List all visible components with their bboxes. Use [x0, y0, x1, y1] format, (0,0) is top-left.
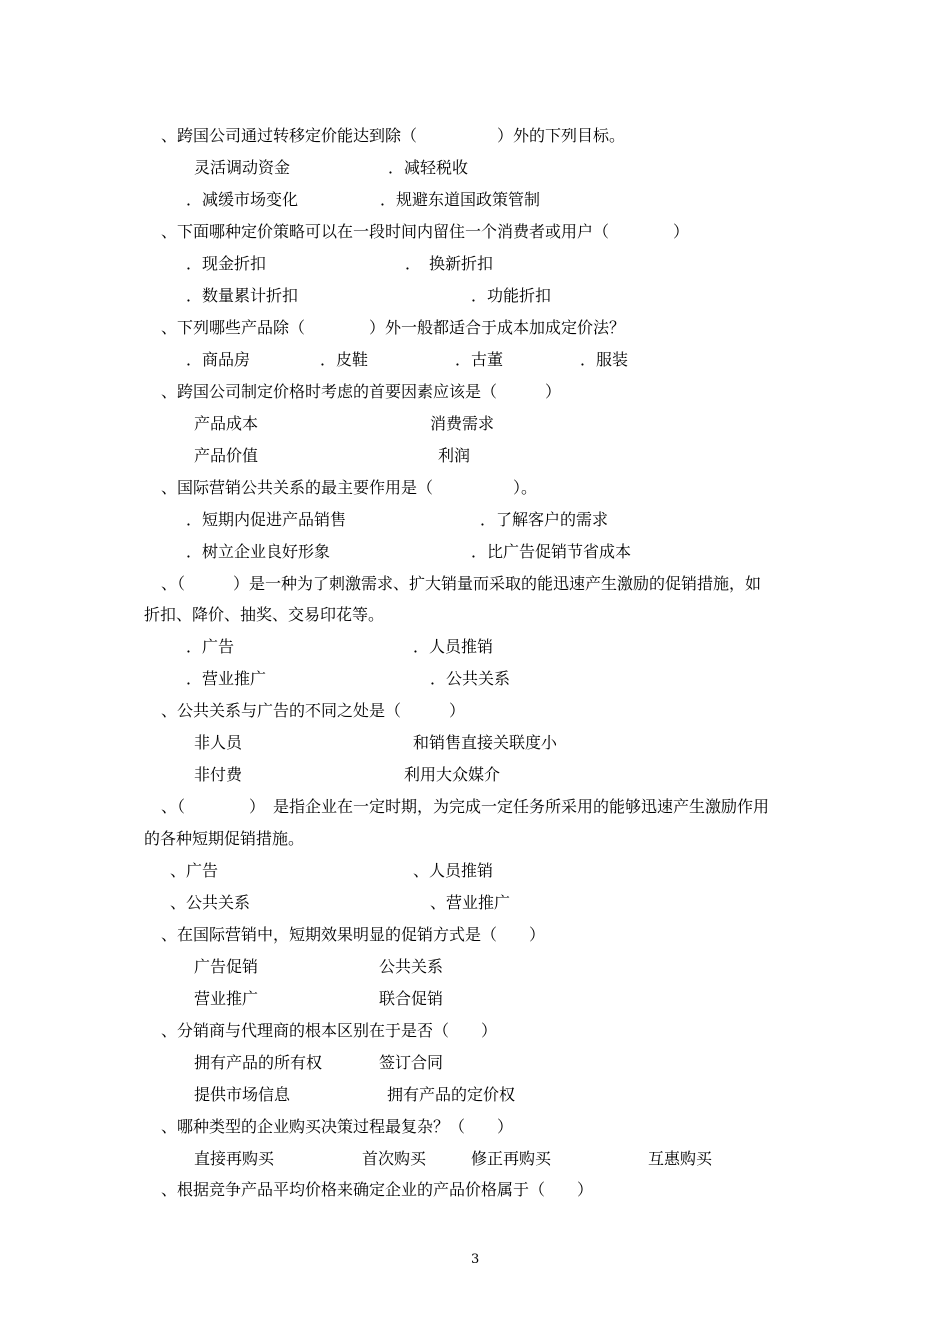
- option-d: 、营业推广: [430, 893, 511, 912]
- option-d: ．服装: [580, 350, 629, 369]
- option-d: ．功能折扣: [471, 286, 552, 305]
- question-stem: 、跨国公司制定价格时考虑的首要因素应该是（ ）: [161, 382, 562, 401]
- question-stem: 、下面哪种定价策略可以在一段时间内留住一个消费者或用户（ ）: [161, 222, 690, 241]
- option-a: 产品成本: [194, 414, 259, 433]
- question-stem-line1: 、（ ）是一种为了刺激需求、扩大销量而采取的能迅速产生激励的促销措施，如: [161, 574, 762, 593]
- option-a: 非人员: [194, 733, 243, 752]
- option-c: 、公共关系: [170, 893, 251, 912]
- option-c: 产品价值: [194, 446, 259, 465]
- option-d: 联合促销: [379, 989, 444, 1008]
- option-c: ．数量累计折扣: [186, 286, 299, 305]
- option-c: 提供市场信息: [194, 1085, 291, 1104]
- option-a: 直接再购买: [194, 1149, 275, 1168]
- page-number: 3: [471, 1252, 480, 1267]
- option-a: ．现金折扣: [186, 254, 267, 273]
- question-stem: 、根据竞争产品平均价格来确定企业的产品价格属于（ ）: [161, 1180, 594, 1199]
- option-c: ．树立企业良好形象: [186, 542, 331, 561]
- option-b: 消费需求: [430, 414, 495, 433]
- option-a: 、广告: [170, 861, 219, 880]
- option-a: 拥有产品的所有权: [194, 1053, 323, 1072]
- option-d: 利润: [438, 446, 471, 465]
- question-stem: 、分销商与代理商的根本区别在于是否（ ）: [161, 1021, 498, 1040]
- question-stem: 、哪种类型的企业购买决策过程最复杂？（ ）: [161, 1117, 514, 1136]
- option-b: ．皮鞋: [320, 350, 369, 369]
- option-a: ．短期内促进产品销售: [186, 510, 347, 529]
- question-stem-line2: 折扣、降价、抽奖、交易印花等。: [144, 605, 385, 624]
- question-stem-line1: 、（ ） 是指企业在一定时期，为完成一定任务所采用的能够迅速产生激励作用: [161, 797, 770, 816]
- option-a: ．商品房: [186, 350, 251, 369]
- option-b: 、人员推销: [413, 861, 494, 880]
- option-d: 互惠购买: [648, 1149, 713, 1168]
- option-d: 利用大众媒介: [404, 765, 501, 784]
- option-c: ．古董: [455, 350, 504, 369]
- option-a: 广告促销: [194, 957, 259, 976]
- option-d: ．比广告促销节省成本: [471, 542, 632, 561]
- option-a: 灵活调动资金: [194, 158, 291, 177]
- option-d: ．规避东道国政策管制: [380, 190, 541, 209]
- option-b: 公共关系: [379, 957, 444, 976]
- option-b: ． 换新折扣: [405, 254, 494, 273]
- option-c: 修正再购买: [471, 1149, 552, 1168]
- option-b: 签订合同: [379, 1053, 444, 1072]
- option-d: ．公共关系: [430, 669, 511, 688]
- question-stem: 、跨国公司通过转移定价能达到除（ ）外的下列目标。: [161, 126, 626, 145]
- option-b: ．了解客户的需求: [480, 510, 609, 529]
- option-d: 拥有产品的定价权: [387, 1085, 516, 1104]
- option-a: ．广告: [186, 637, 235, 656]
- option-b: ．减轻税收: [388, 158, 469, 177]
- option-b: 和销售直接关联度小: [413, 733, 558, 752]
- option-c: 营业推广: [194, 989, 259, 1008]
- option-c: 非付费: [194, 765, 243, 784]
- option-b: 首次购买: [362, 1149, 427, 1168]
- question-stem: 、公共关系与广告的不同之处是（ ）: [161, 701, 466, 720]
- option-c: ．营业推广: [186, 669, 267, 688]
- question-stem-line2: 的各种短期促销措施。: [144, 829, 305, 848]
- option-b: ．人员推销: [413, 637, 494, 656]
- question-stem: 、国际营销公共关系的最主要作用是（ ）。: [161, 478, 538, 497]
- question-stem: 、在国际营销中，短期效果明显的促销方式是（ ）: [161, 925, 546, 944]
- question-stem: 、下列哪些产品除（ ）外一般都适合于成本加成定价法？: [161, 318, 626, 337]
- option-c: ．减缓市场变化: [186, 190, 299, 209]
